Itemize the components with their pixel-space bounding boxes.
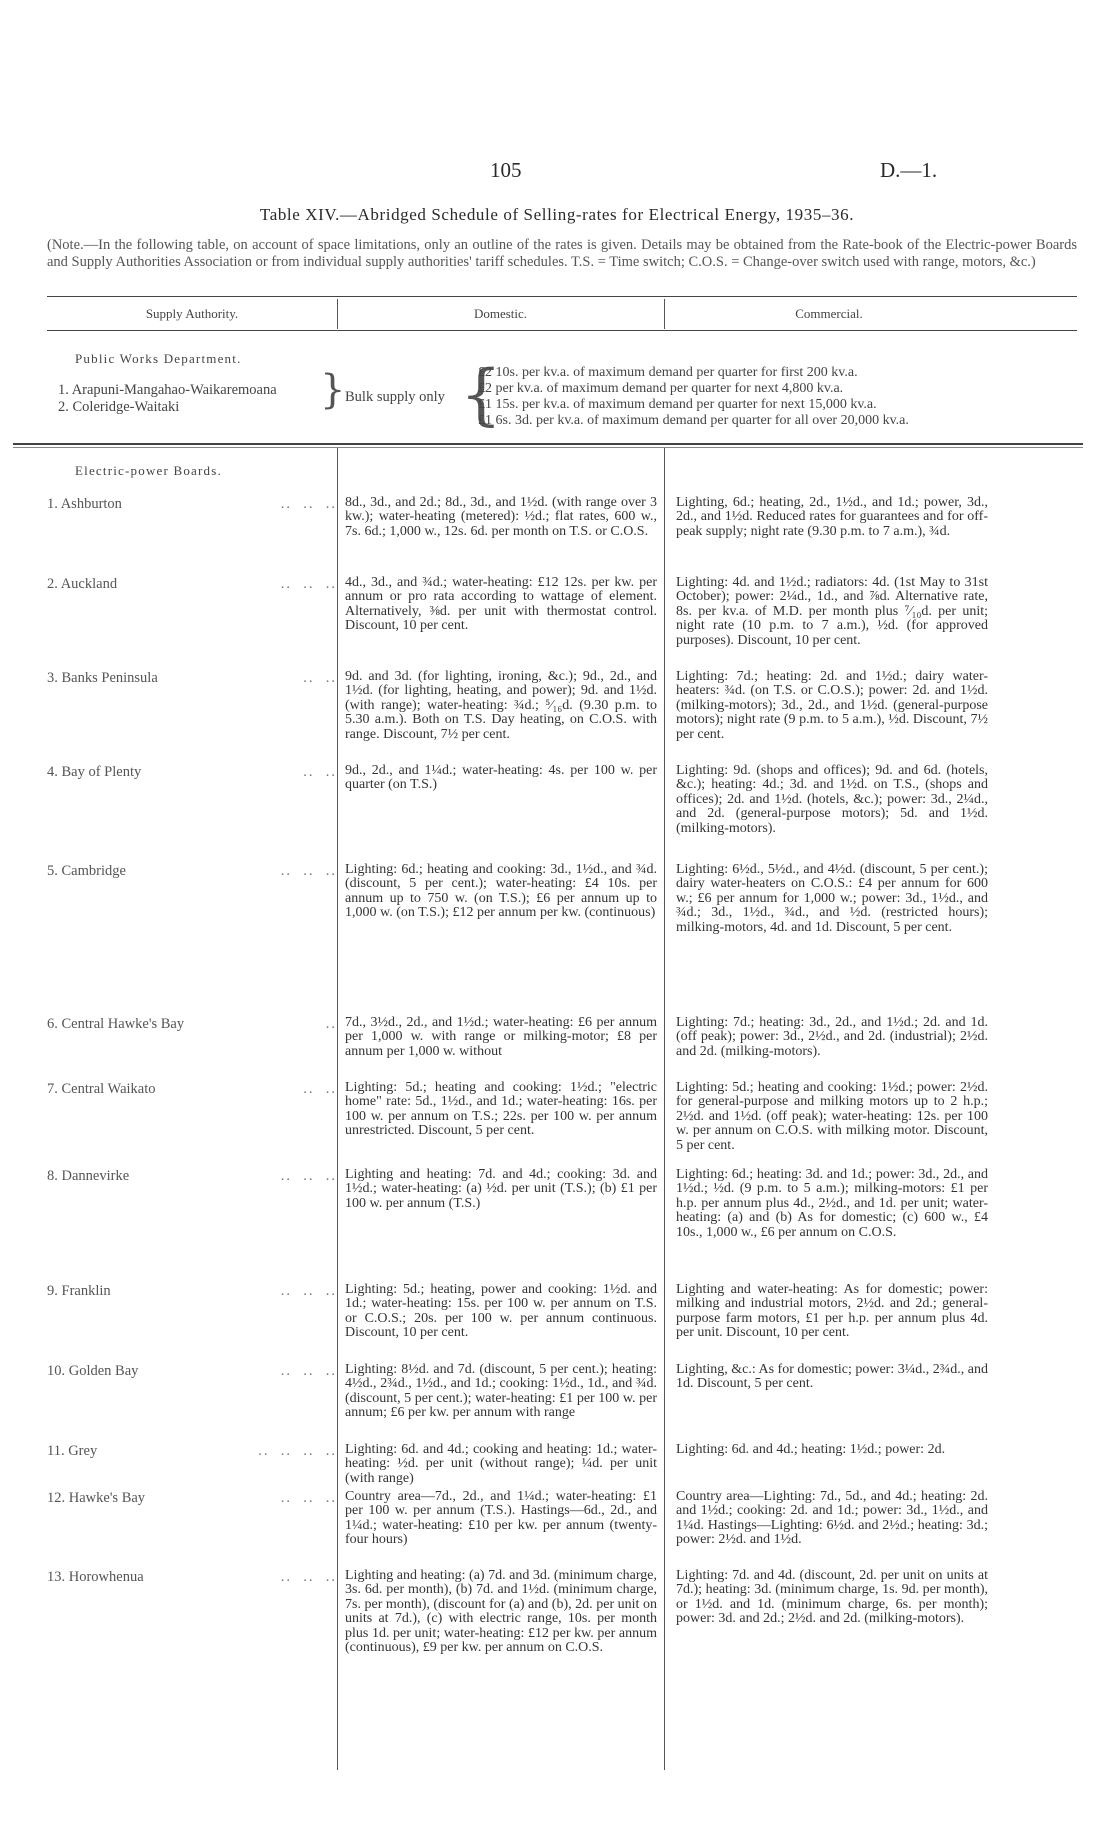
commercial-rate: Lighting: 7d.; heating: 2d. and 1½d.; dairy water-heaters: ¾d. (on T.S. or C.O.S.); power: 2d. and 1½d. (milking-motors); 3d., 2d., and 1½d. (general-purpose motors); night rate (9 p.m. to 5 a.m.), ½d. Discount, 7½ per cent.	[676, 669, 988, 742]
document-reference: D.—1.	[880, 158, 938, 182]
domestic-rate: 8d., 3d., and 2d.; 8d., 3d., and 1½d. (with range over 3 kw.); water-heating (metered): ½d.; flat rates, 600 w., 7s. 6d.; 1,000 w., 12s. 6d. per month on T.S. or C.O.S.	[345, 495, 657, 539]
section-rule	[13, 447, 1083, 448]
column-divider	[664, 299, 665, 329]
column-divider	[337, 299, 338, 329]
authority-name: 1. Ashburton .. .. ..	[47, 496, 337, 512]
domestic-rate: 4d., 3d., and ¾d.; water-heating: £12 12s. per kw. per annum or pro rata according to wattage of element. Alternatively, ⅜d. per unit with thermostat control. Discount, 10 per cent.	[345, 575, 657, 634]
column-header-commercial: Commercial.	[795, 306, 863, 321]
commercial-rate: Lighting, &c.: As for domestic; power: 3¼d., 2¾d., and 1d. Discount, 5 per cent.	[676, 1362, 988, 1392]
bulk-rate: £1 6s. 3d. per kv.a. of maximum demand per quarter for all over 20,000 kv.a.	[478, 413, 909, 428]
power-boards-heading: Electric-power Boards.	[75, 463, 222, 478]
domestic-rate: Lighting: 5d.; heating and cooking: 1½d.; "electric home" rate: 5d., 1½d., and 1d.; water-heating: 16s. per 100 w. per annum on T.S.; 22s. per 100 w. per annum unrestricted. Discount, 5 per cent.	[345, 1080, 657, 1139]
domestic-rate: Lighting: 5d.; heating, power and cooking: 1½d. and 1d.; water-heating: 15s. per 100 w. per annum on T.S. or C.O.S.; 20s. per 100 w. per annum continuous. Discount, 10 per cent.	[345, 1282, 657, 1341]
section-rule	[13, 443, 1083, 445]
table-title: Table XIV.—Abridged Schedule of Selling-rates for Electrical Energy, 1935–36.	[259, 205, 855, 224]
domestic-rate: Country area—7d., 2d., and 1¼d.; water-heating: £1 per 100 w. per annum (T.S.). Hastings—6d., 2d., and 1¼d.; water-heating: £10 per kw. per annum (twenty-four hours)	[345, 1489, 657, 1548]
authority-name: 8. Dannevirke .. .. ..	[47, 1168, 337, 1184]
table-note: (Note.—In the following table, on account of space limitations, only an outline of the rates is given. Details may be obtained from the Rate-book of the Electric-power Boards and Supply Authorities Association or from individual supply authorities' tariff schedules. T.S. = Time switch; C.O.S. = Change-over switch used with range, motors, &c.)	[47, 237, 1077, 270]
commercial-rate: Lighting: 9d. (shops and offices); 9d. and 6d. (hotels, &c.); heating: 4d.; 3d. and 1½d. on T.S., (shops and offices); 2d. and 1½d. (hotels, &c.); power: 3d., 2¼d., and 2d. (general-purpose motors); 5d. and 1½d. (milking-motors).	[676, 763, 988, 836]
commercial-rate: Lighting: 4d. and 1½d.; radiators: 4d. (1st May to 31st October); power: 2¼d., 1d., and ⅞d. Alternative rate, 8s. per kv.a. of M.D. per month plus ⁷⁄₁₀d. per unit; night rate (10 p.m. to 7 a.m.), ½d. (for approved purposes). Discount, 10 per cent.	[676, 575, 988, 648]
authority-name: 13. Horowhenua .. .. ..	[47, 1569, 337, 1585]
authority-name: 6. Central Hawke's Bay ..	[47, 1016, 337, 1032]
domestic-rate: Lighting and heating: (a) 7d. and 3d. (minimum charge, 3s. 6d. per month), (b) 7d. and 1½d. (minimum charge, 7s. per month), (discount for (a) and (b), 2d. per unit on units at 7d.), (c) with electric range, 10s. per month plus 1d. per unit; water-heating: £12 per kw. per annum (continuous), £9 per kw. per annum on C.O.S.	[345, 1568, 657, 1656]
authority-name: 4. Bay of Plenty .. ..	[47, 764, 337, 780]
authority-name: 12. Hawke's Bay .. .. ..	[47, 1490, 337, 1506]
authority-name: 9. Franklin .. .. ..	[47, 1283, 337, 1299]
domestic-rate: Lighting: 6d. and 4d.; cooking and heating: 1d.; water-heating: ½d. per unit (without range); ¼d. per unit (with range)	[345, 1442, 657, 1486]
commercial-rate: Lighting: 7d. and 4d. (discount, 2d. per unit on units at 7d.); heating: 3d. (minimum charge, 1s. 9d. per month), or 1½d. and 1d. (minimum charge, 6s. per month); power: 3d. and 2d.; 2½d. and 2d. (milking-motors).	[676, 1568, 988, 1627]
bulk-rate: £1 15s. per kv.a. of maximum demand per quarter for next 15,000 kv.a.	[478, 397, 877, 412]
domestic-rate: Lighting and heating: 7d. and 4d.; cooking: 3d. and 1½d.; water-heating: (a) ½d. per unit (T.S.); (b) £1 per 100 w. per annum (T.S.)	[345, 1167, 657, 1211]
column-divider	[337, 448, 338, 1770]
commercial-rate: Lighting: 6½d., 5½d., and 4½d. (discount, 5 per cent.); dairy water-heaters on C.O.S.: £4 per annum for 600 w.; £6 per annum for 1,000 w.; power: 3d., 1½d., and ¾d.; 3d., 1½d., ¾d., and ½d. (restricted hours); milking-motors, 4d. and 1d. Discount, 5 per cent.	[676, 862, 988, 935]
domestic-rate: Lighting: 6d.; heating and cooking: 3d., 1½d., and ¾d. (discount, 5 per cent.); water-heating: £4 10s. per annum up to 750 w. (on T.S.); £6 per annum up to 1,000 w. (on T.S.); £12 per annum per kw. (continuous)	[345, 862, 657, 921]
commercial-rate: Lighting: 7d.; heating: 3d., 2d., and 1½d.; 2d. and 1d. (off peak); power: 3d., 2½d., and 2d. (industrial); 2½d. and 2d. (milking-motors).	[676, 1015, 988, 1059]
public-works-item: 2. Coleridge-Waitaki	[58, 399, 180, 415]
left-brace: {	[460, 356, 502, 433]
header-bottom-rule	[47, 330, 1077, 331]
commercial-rate: Lighting: 6d. and 4d.; heating: 1½d.; power: 2d.	[676, 1442, 946, 1457]
column-header-authority: Supply Authority.	[145, 306, 239, 321]
domestic-rate: 9d. and 3d. (for lighting, ironing, &c.); 9d., 2d., and 1½d. (for lighting, heating, and power); 9d. and 1½d. (with range); water-heating: ¾d.; ⁵⁄₁₆d. (9.30 p.m. to 5.30 a.m.). Both on T.S. Day heating, on C.O.S. with range. Discount, 7½ per cent.	[345, 669, 657, 742]
authority-name: 5. Cambridge .. .. ..	[47, 863, 337, 879]
bulk-supply-label: Bulk supply only	[345, 389, 445, 405]
public-works-heading: Public Works Department.	[75, 351, 242, 366]
authority-name: 2. Auckland .. .. ..	[47, 576, 337, 592]
authority-name: 7. Central Waikato .. ..	[47, 1081, 337, 1097]
commercial-rate: Lighting and water-heating: As for domestic; power: milking and industrial motors, 2½d. and 2d.; general-purpose farm motors, £1 per h.p. per annum plus 4d. per unit. Discount, 10 per cent.	[676, 1282, 988, 1341]
header-top-rule	[47, 296, 1077, 297]
authority-name: 11. Grey .. .. .. ..	[47, 1443, 337, 1459]
authority-name: 3. Banks Peninsula .. ..	[47, 670, 337, 686]
right-brace: }	[320, 367, 346, 413]
page-number: 105	[490, 158, 522, 182]
domestic-rate: 7d., 3½d., 2d., and 1½d.; water-heating: £6 per annum per 1,000 w. with range or milking-motor; £8 per annum per 1,000 w. without	[345, 1015, 657, 1059]
domestic-rate: Lighting: 8½d. and 7d. (discount, 5 per cent.); heating: 4½d., 2¾d., 1½d., and 1d.; cooking: 1½d., 1d., and ¾d. (discount, 5 per cent.); water-heating: £1 per 100 w. per annum; £6 per kw. per annum with range	[345, 1362, 657, 1421]
commercial-rate: Lighting: 5d.; heating and cooking: 1½d.; power: 2½d. for general-purpose and milking motors up to 2 h.p.; 2½d. and 1½d. (off peak); water-heating: 12s. per 100 w. per annum on C.O.S. with milking motor. Discount, 5 per cent.	[676, 1080, 988, 1153]
bulk-rate: £2 per kv.a. of maximum demand per quarter for next 4,800 kv.a.	[478, 381, 844, 396]
commercial-rate: Lighting, 6d.; heating, 2d., 1½d., and 1d.; power, 3d., 2d., and 1½d. Reduced rates for guarantees and for off-peak supply; night rate (9.30 p.m. to 7 a.m.), ¾d.	[676, 495, 988, 539]
commercial-rate: Country area—Lighting: 7d., 5d., and 4d.; heating: 2d. and 1½d.; cooking: 2d. and 1d.; power: 3d., 1½d., and 1¼d. Hastings—Lighting: 6½d. and 2½d.; heating: 3d.; power: 2½d. and 1½d.	[676, 1489, 988, 1548]
public-works-item: 1. Arapuni-Mangahao-Waikaremoana	[58, 382, 277, 398]
commercial-rate: Lighting: 6d.; heating: 3d. and 1d.; power: 3d., 2d., and 1½d.; ½d. (9 p.m. to 5 a.m.); milking-motors: £1 per h.p. per annum plus 4d., 2½d., and 1d. per unit; water-heating: (a) and (b) As for domestic; (c) 600 w., £4 10s., 1,000 w., £6 per annum on C.O.S.	[676, 1167, 988, 1240]
bulk-rate: £2 10s. per kv.a. of maximum demand per quarter for first 200 kv.a.	[478, 365, 858, 380]
column-header-domestic: Domestic.	[473, 306, 528, 321]
authority-name: 10. Golden Bay .. .. ..	[47, 1363, 337, 1379]
domestic-rate: 9d., 2d., and 1¼d.; water-heating: 4s. per 100 w. per quarter (on T.S.)	[345, 763, 657, 793]
column-divider	[664, 448, 665, 1770]
